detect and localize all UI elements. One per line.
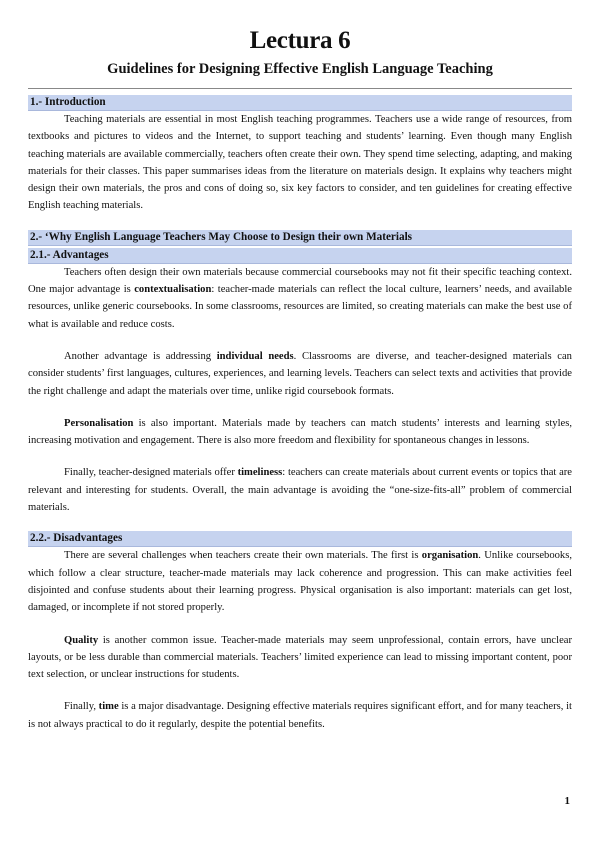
term-time: time — [98, 701, 119, 713]
term-timeliness: timeliness — [237, 467, 283, 479]
advantages-paragraph-1: Teachers often design their own materials because commercial coursebooks may not fit their specific teaching context. One major advantage is contextualisation: teacher-made materials can reflect the local culture, learners’ needs, and available resources, unlike generic coursebooks. In some classrooms, resources are limited, so creating materials can make the best use of what is available and reduce costs. — [28, 266, 572, 330]
advantages-paragraph-3: Personalisation is also important. Materials made by teachers can match students’ interests and learning styles, increasing motivation and engagement. There is also more freedom and flexibility for spontaneous changes in lessons. — [28, 417, 572, 447]
document-page — [28, 0, 572, 733]
term-contextualisation: contextualisation — [134, 284, 212, 296]
term-personalisation: Personalisation — [64, 417, 134, 429]
section-heading-introduction: 1.- Introduction — [28, 95, 572, 111]
term-organisation: organisation — [421, 550, 479, 562]
disadvantages-paragraph-1: There are several challenges when teachers create their own materials. The first is organisation. Unlike coursebooks, which follow a clear structure, teacher-made materials may lack coherence and progression. This can make activities feel disjointed and confuse students about their learning progress. Physical organisation is also important: materials can get lost, damaged, or incomplete if not stored properly. — [28, 550, 572, 614]
term-individual-needs: individual needs — [216, 350, 294, 362]
subsection-heading-advantages: 2.1.- Advantages — [28, 248, 572, 264]
term-quality: Quality — [64, 634, 99, 646]
intro-paragraph: Teaching materials are essential in most English teaching programmes. Teachers use a wide range of resources, from textbooks and pictures to videos and the Internet, to support teaching and students’ learning. Even though many English teaching materials are available commercially, teachers often create their own. They spend time selecting, adapting, and making materials for their classes. This paper summarises ideas from the literature on materials design. It explains why teachers might design their own materials, the pros and cons of doing so, six key factors to consider, and ten guidelines for creating effective English teaching materials. — [28, 114, 572, 212]
section-heading-why-design: 2.- ‘Why English Language Teachers May Choose to Design their own Materials — [28, 230, 572, 246]
document-title: Lectura 6 — [249, 27, 351, 54]
advantages-paragraph-4: Finally, teacher-designed materials offer timeliness: teachers can create materials about current events or topics that are relevant and interesting for students. Overall, the main advantage is avoiding the “one-size-fits-all” problem of commercial materials. — [28, 467, 573, 514]
title-divider — [28, 88, 572, 89]
disadvantages-paragraph-3: Finally, time is a major disadvantage. Designing effective materials requires significant effort, and for many teachers, it is not always practical to do it regularly, despite the potential benefits. — [28, 701, 572, 730]
document-subtitle: Guidelines for Designing Effective English Language Teaching — [107, 61, 493, 77]
page-number: 1 — [564, 795, 570, 807]
disadvantages-paragraph-2: Quality is another common issue. Teacher-made materials may seem unprofessional, contain errors, have unclear layouts, or be less durable than commercial materials. Teachers’ limited experience can lead to missing important content, poor text selection, or unclear instructions for students. — [28, 634, 572, 681]
subsection-heading-disadvantages: 2.2.- Disadvantages — [28, 531, 572, 547]
advantages-paragraph-2: Another advantage is addressing individual needs. Classrooms are diverse, and teacher-designed materials can consider students’ first languages, cultures, experiences, and learning levels. Teachers can select texts and activities that provide the right challenge and adapt the materials over time, unlike rigid coursebook formats. — [28, 350, 572, 397]
